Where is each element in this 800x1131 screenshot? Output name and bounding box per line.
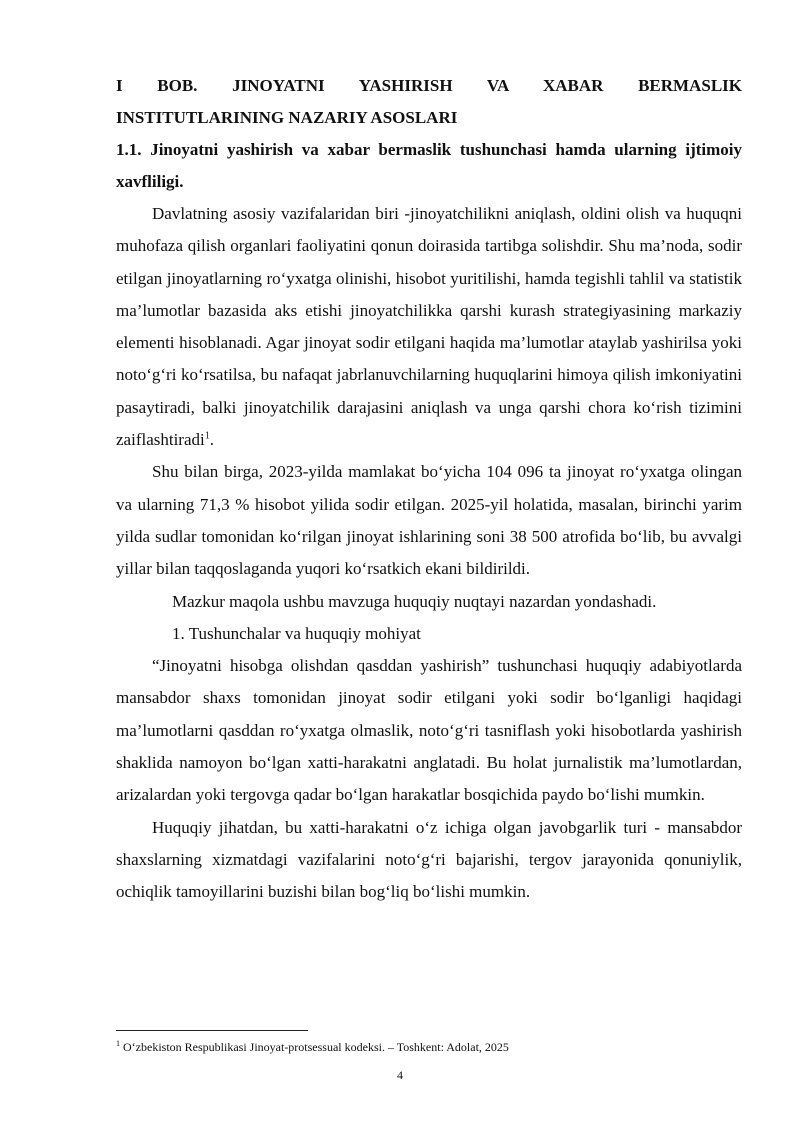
footnote-reference[interactable]: 1 (204, 430, 210, 442)
subsection-title: 1. Tushunchalar va huquqiy mohiyat (172, 623, 421, 643)
paragraph-2: Shu bilan birga, 2023-yilda mamlakat bo‘yicha 104 096 ta jinoyat ro‘yxatga olingan va ularning 71,3 % hisobot yilida sodir etilgan. 2025-yil holatida, masalan, birinchi yarim yilda sudlar tomonidan ko‘rilgan jinoyat ishlarining soni 38 500 atrofida bo‘lib, bu avvalgi yillar bilan taqqoslaganda yuqori ko‘rsatkich ekani bildirildi. (116, 462, 742, 579)
paragraph-1-text: Davlatning asosiy vazifalaridan biri -jinoyatchilikni aniqlash, oldini olish va huquqni muhofaza qilish organlari faoliyatini qonun doirasida tartibga solishdir. Shu ma’noda, sodir etilgan jinoyatlarning ro‘yxatga olinishi, hisobot yuritilishi, hamda tegishli tahlil va statistik ma’lumotlar bazasida aks etishi jinoyatchilikka qarshi kurash strategiyasining markaziy elementi hisoblanadi. Agar jinoyat sodir etilgani haqida ma’lumotlar ataylab yashirilsa yoki noto‘g‘ri ko‘rsatilsa, bu nafaqat jabrlanuvchilarning huquqlarini himoya qilish imkoniyatini pasaytiradi, balki jinoyatchilik darajasini aniqlash va unga qarshi chora ko‘rish tizimini zaiflashtiradi (116, 204, 742, 450)
footnote-divider (116, 1030, 308, 1031)
footnote-mark: 1 (116, 1039, 120, 1048)
chapter-heading-line2: INSTITUTLARINING NAZARIY ASOSLARI (116, 108, 458, 127)
footnote (116, 1039, 742, 1055)
chapter-heading (116, 70, 742, 134)
chapter-heading-line1: I BOB. JINOYATNI YASHIRISH VA XABAR BERMASLIK (116, 76, 742, 95)
page-body (116, 70, 742, 909)
section-heading: 1.1. Jinoyatni yashirish va xabar bermaslik tushunchasi hamda ularning ijtimoiy xavfliligi. (116, 140, 742, 191)
paragraph-1-end: . (209, 430, 214, 450)
paragraph-5: “Jinoyatni hisobga olishdan qasddan yashirish” tushunchasi huquqiy adabiyotlarda mansabdor shaxs tomonidan jinoyat sodir etilgani yoki sodir bo‘lganligi haqidagi ma’lumotlarni qasddan ro‘yxatga olmaslik, noto‘g‘ri tasniflash yoki hisobotlarda yashirish shaklida namoyon bo‘lgan xatti-harakatni anglatadi. Bu holat jurnalistik ma’lumotlardan, arizalardan yoki tergovga qadar bo‘lgan harakatlar bosqichida paydo bo‘lishi mumkin. (116, 656, 742, 805)
paragraph-3: Mazkur maqola ushbu mavzuga huquqiy nuqtayi nazardan yondashadi. (172, 591, 657, 611)
paragraph-6: Huquqiy jihatdan, bu xatti-harakatni o‘z ichiga olgan javobgarlik turi - mansabdor shaxslarning xizmatdagi vazifalarini noto‘g‘ri bajarishi, tergov jarayonida qonuniylik, ochiqlik tamoyillarini buzishi bilan bog‘liq bo‘lishi mumkin. (116, 817, 742, 902)
paragraph-1 (116, 198, 742, 456)
footnote-text: O‘zbekiston Respublikasi Jinoyat-protsessual kodeksi. – Toshkent: Adolat, 2025 (120, 1040, 509, 1054)
page-number: 4 (397, 1068, 403, 1082)
